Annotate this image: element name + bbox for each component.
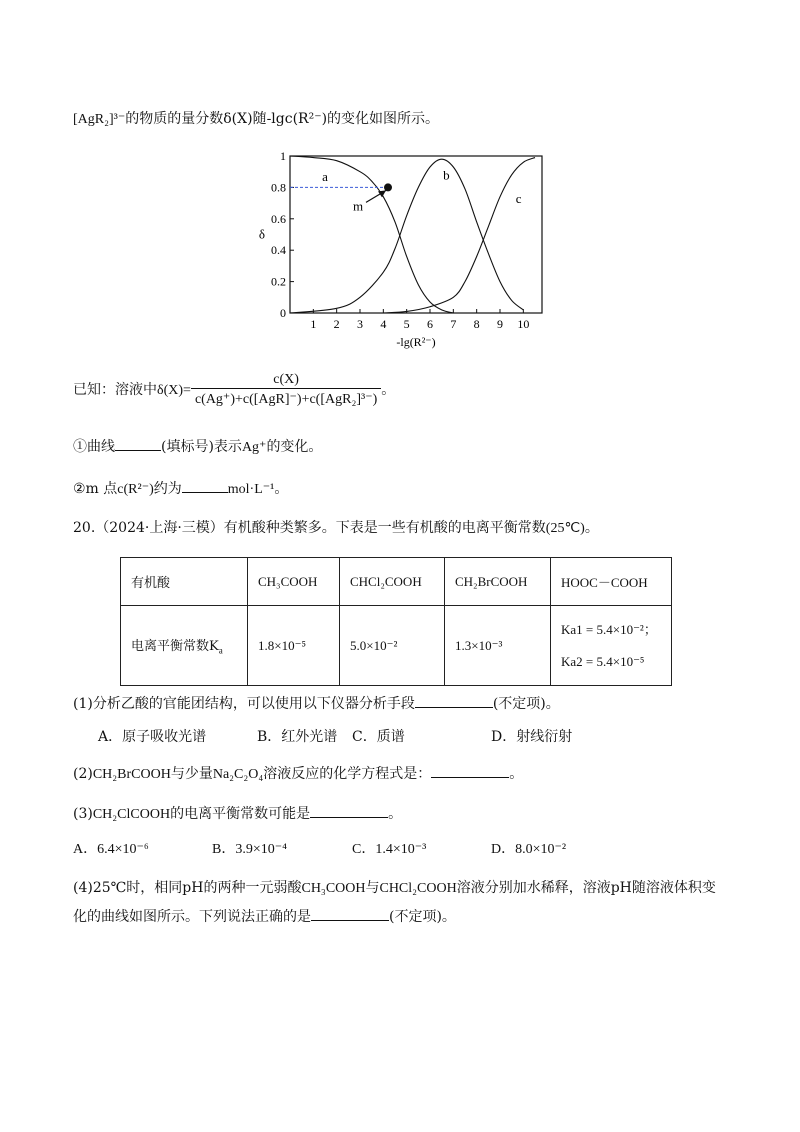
ka-table-header-row [121,558,672,606]
ka-header-cell: CH₃COOH [248,558,340,606]
ka-header-cell: CH₂BrCOOH [445,558,551,606]
known-prefix: 已知：溶液中 [73,382,157,398]
curve-label-b: b [443,167,450,183]
q2-blank[interactable] [182,478,228,493]
part-4-line-1 [73,877,716,900]
p4-line2: 化的曲线如图所示。下列说法正确的是 [73,909,311,925]
x-tick-label: 3 [357,317,363,331]
x-tick-label: 5 [403,317,410,331]
p3-text: 的电离平衡常数可能是 [170,806,311,822]
p1-text: (1)分析乙酸的官能团结构，可以使用以下仪器分析手段 [73,696,415,712]
p3-option[interactable]: B．3.9×10⁻⁴ [212,842,288,857]
y-tick-label: 0.4 [271,243,286,258]
x-tick-label: 4 [380,317,387,331]
q1-blank[interactable] [115,436,161,451]
ka-row-label-sub: a [218,645,223,656]
p4-acid2: CHCl₂COOH [379,881,457,896]
p4-line1-a: (4)25℃时，相同pH的两种一元弱酸 [73,880,302,896]
p2-salt: Na₂C₂O₄ [212,767,264,782]
p3-option[interactable]: C．1.4×10⁻³ [352,842,427,857]
distribution-chart [240,140,560,362]
p2-mid: 与少量 [170,766,213,782]
curve-a [290,156,453,313]
x-tick-label: 10 [517,317,530,331]
known-end: 。 [381,382,396,398]
p1-end: (不定项)。 [492,696,560,712]
p2-text: 溶液反应的化学方程式是： [263,766,432,782]
x-tick-label: 7 [450,317,457,331]
q2-mid: 约为 [153,481,182,497]
y-tick-label: 0.2 [271,274,286,289]
question-20-header [73,517,599,540]
ka-header-cell: CHCl₂COOH [340,558,445,606]
p1-option[interactable]: A．原子吸收光谱 [98,729,207,745]
q20-text: 有机酸种类繁多。下表是一些有机酸的电离平衡常数 [223,520,546,536]
y-tick-label: 1 [280,149,286,163]
intro-line [73,108,439,131]
q1-species: Ag⁺ [241,440,267,455]
p2-blank[interactable] [431,763,509,778]
part-2 [73,763,523,786]
intro-text: 的物质的量分数δ(X)随-lgc(R²⁻)的变化如图所示。 [125,111,440,127]
ka-table-value-row [121,606,672,686]
y-tick-label: 0.8 [271,180,286,195]
ka-header-cell: HOOC－COOH [551,558,672,606]
p1-option[interactable]: C．质谱 [352,729,405,745]
part-3 [73,803,402,826]
ka-table [120,557,672,686]
p4-acid1: CH₃COOH [301,881,366,896]
ka-value-cell: 1.3×10⁻³ [445,606,551,686]
intro-species: [AgR₂]³⁻ [73,112,126,127]
q20-temp: (25℃) [545,521,585,536]
curve-c [383,158,535,313]
curve-label-c: c [515,191,522,207]
ka-header-cell: 有机酸 [121,558,248,606]
p4-line1-b: 溶液分别加水稀释，溶液pH随溶液体积变 [456,880,716,896]
q2-unit: mol·L⁻¹ [227,482,275,497]
p3-option[interactable]: D．8.0×10⁻² [491,842,567,857]
x-axis-label: -lg(R²⁻) [396,335,436,349]
p3-acid: CH₂ClCOOH [92,807,171,822]
x-tick-label: 1 [310,317,317,331]
y-axis-label: δ [258,226,266,242]
p2-acid: CH₂BrCOOH [92,767,171,782]
p4-mid: 与 [365,880,380,896]
y-tick-label: 0 [280,306,286,320]
p4-blank[interactable] [311,906,389,921]
ka-oxalic-1: Ka1 = 5.4×10⁻²； [561,621,657,637]
p4-end: (不定项)。 [389,909,456,925]
q1-end: 的变化。 [266,439,323,455]
x-tick-label: 2 [333,317,340,331]
x-tick-label: 8 [473,317,480,331]
ka-value-cell: 5.0×10⁻² [340,606,445,686]
known-numerator: c(X) [273,372,299,387]
known-lhs: δ(X)= [157,383,191,398]
x-tick-label: 9 [497,317,503,331]
q1-suffix: (填标号)表示 [161,439,242,455]
q2-end: 。 [274,481,289,497]
ka-oxalic-2: Ka2 = 5.4×10⁻⁵ [561,653,645,669]
p2-prefix: (2) [73,766,93,782]
p1-blank[interactable] [415,693,493,708]
point-m-label: m [352,198,364,214]
p3-prefix: (3) [73,806,93,822]
q20-number: 20. [73,520,96,536]
known-formula [73,372,395,408]
p2-end: 。 [509,766,524,782]
p3-blank[interactable] [310,803,388,818]
question-2 [73,478,288,501]
x-tick-label: 6 [427,317,433,331]
ka-row-label-text: 电离平衡常数K [131,639,219,655]
y-tick-label: 0.6 [271,211,286,226]
part-4-line-2 [73,906,456,928]
part-1 [73,693,560,715]
known-fraction [191,372,381,408]
p1-option[interactable]: D．射线衍射 [491,729,573,745]
curve-label-a: a [322,169,328,185]
q20-end: 。 [584,520,599,536]
ka-row-label [121,606,248,686]
question-1 [73,436,322,459]
ka-value-cell-oxalic [551,606,672,686]
ka-value-cell: 1.8×10⁻⁵ [248,606,340,686]
known-denominator: c(Ag⁺)+c([AgR]⁻)+c([AgR₂]³⁻) [191,388,381,408]
p1-option[interactable]: B．红外光谱 [257,729,338,745]
q20-source: （2024·上海·三模） [95,520,224,536]
q2-prefix: ②m 点 [73,481,118,497]
p3-end: 。 [388,806,403,822]
q2-expr: c(R²⁻) [117,482,154,497]
p3-option[interactable]: A．6.4×10⁻⁶ [73,842,149,857]
q1-prefix: ①曲线 [73,439,115,455]
